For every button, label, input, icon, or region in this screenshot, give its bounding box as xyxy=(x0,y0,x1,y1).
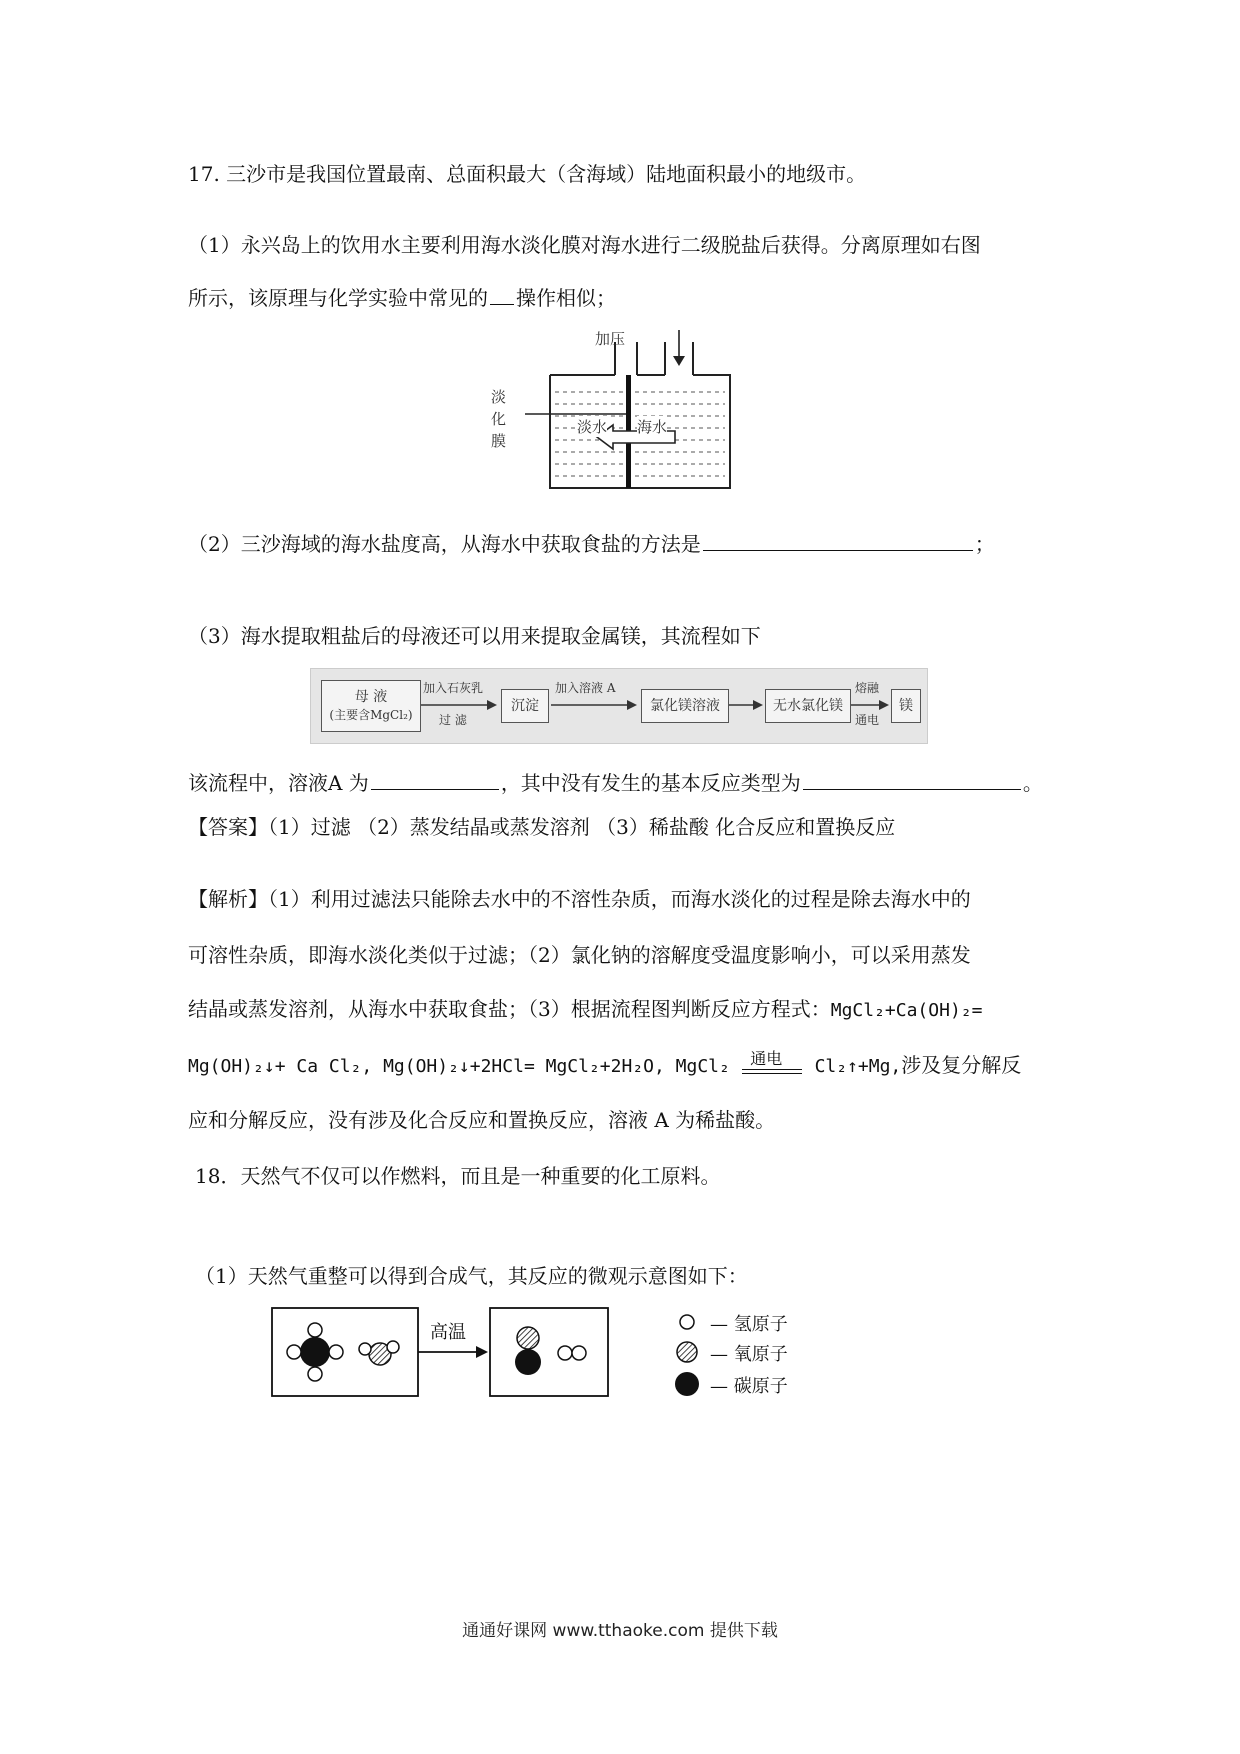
flow-mother-liquor-note: (主要含MgCl₂) xyxy=(329,708,413,722)
flow-arrow1 xyxy=(421,699,497,711)
desalination-diagram xyxy=(491,330,755,500)
flow-magnesium: 镁 xyxy=(891,689,921,723)
flow-arrow1-top: 加入石灰乳 xyxy=(423,681,484,695)
reaction-condition-label: 高温 xyxy=(430,1322,466,1343)
flow-arrow4-top: 熔融 xyxy=(855,681,880,695)
q17-analysis-line3 xyxy=(188,995,982,1025)
sea-water-label: 海水 xyxy=(637,418,668,436)
flow-precipitate: 沉淀 xyxy=(501,689,549,723)
fresh-water-label: 淡水 xyxy=(577,418,608,436)
q17-analysis-line3-text: 结晶或蒸发溶剂，从海水中获取食盐；（3）根据流程图判断反应方程式： xyxy=(188,997,831,1021)
q17-analysis-line1: 【解析】（1）利用过滤法只能除去水中的不溶性杂质，而海水淡化的过程是除去海水中的 xyxy=(188,887,971,911)
q17-part2 xyxy=(188,528,995,558)
q17-part3-text-b: ，其中没有发生的基本反应类型为 xyxy=(500,771,801,795)
legend-hydrogen: — 氢原子 xyxy=(710,1314,788,1335)
q17-electrolysis-condition xyxy=(742,1049,802,1081)
q17-stem: 17. 三沙市是我国位置最南、总面积最大（含海域）陆地面积最小的地级市。 xyxy=(188,162,867,186)
q17-equation-2: Mg(OH)₂↓+ Ca Cl₂, Mg(OH)₂↓+2HCl= MgCl₂+2H₂O, MgCl₂ xyxy=(188,1056,730,1077)
q17-equation-1: MgCl₂+Ca(OH)₂= xyxy=(830,1000,983,1021)
flow-arrow4 xyxy=(851,699,889,711)
micro-reaction-diagram xyxy=(270,1302,830,1402)
q17-part3-question xyxy=(188,767,1043,797)
q17-part2-text-a: （2）三沙海域的海水盐度高，从海水中获取食盐的方法是 xyxy=(188,532,701,556)
flow-arrow2-top: 加入溶液 A xyxy=(555,681,616,695)
q17-electrolysis-label: 通电 xyxy=(750,1049,783,1068)
q17-solution-a-blank[interactable] xyxy=(371,767,499,790)
membrane-label: 淡化膜 xyxy=(491,388,507,450)
q17-part1-text-b: 操作相似； xyxy=(516,286,616,310)
q17-part3-text-a: 该流程中，溶液A 为 xyxy=(188,771,369,795)
q17-part2-blank[interactable] xyxy=(703,528,973,551)
flow-anhydrous-mgcl2: 无水氯化镁 xyxy=(765,689,851,723)
flow-arrow4-bottom: 通电 xyxy=(855,713,880,727)
q18-part1: （1）天然气重整可以得到合成气，其反应的微观示意图如下： xyxy=(195,1264,748,1288)
page-footer: 通通好课网 www.tthaoke.com 提供下载 xyxy=(462,1621,778,1641)
q17-part1-text-a: 所示，该原理与化学实验中常见的 xyxy=(188,286,488,310)
q17-part1-line1: （1）永兴岛上的饮用水主要利用海水淡化膜对海水进行二级脱盐后获得。分离原理如右图 xyxy=(188,233,981,257)
q17-part3: （3）海水提取粗盐后的母液还可以用来提取金属镁，其流程如下 xyxy=(188,624,761,648)
flow-mother-liquor-label: 母 液 xyxy=(354,689,388,705)
q18-stem: 18．天然气不仅可以作燃料，而且是一种重要的化工原料。 xyxy=(195,1164,721,1188)
q17-part2-text-b: ； xyxy=(974,532,995,556)
legend-carbon: — 碳原子 xyxy=(710,1376,788,1397)
q17-answer: 【答案】（1）过滤 （2）蒸发结晶或蒸发溶剂 （3）稀盐酸 化合反应和置换反应 xyxy=(188,815,896,839)
q17-analysis-line5: 应和分解反应，没有涉及化合反应和置换反应，溶液 A 为稀盐酸。 xyxy=(188,1108,776,1132)
flow-arrow2 xyxy=(551,699,637,711)
flow-mgcl2-solution: 氯化镁溶液 xyxy=(641,689,729,723)
q17-equation-3: Cl₂↑+Mg, xyxy=(814,1056,902,1077)
q17-part3-text-c: 。 xyxy=(1022,771,1043,795)
legend-oxygen: — 氧原子 xyxy=(710,1344,788,1365)
desalination-svg xyxy=(525,330,755,500)
magnesium-flow-chart xyxy=(310,668,928,744)
q17-analysis-line4-tail: 涉及复分解反 xyxy=(901,1053,1022,1077)
flow-arrow1-bottom: 过 滤 xyxy=(439,713,467,727)
q17-analysis-line2: 可溶性杂质，即海水淡化类似于过滤；（2）氯化钠的溶解度受温度影响小，可以采用蒸发 xyxy=(188,943,971,967)
q17-electrolysis-line-2 xyxy=(742,1073,802,1074)
q17-part1-line2 xyxy=(188,282,616,312)
flow-mother-liquor xyxy=(321,680,421,732)
q17-reaction-type-blank[interactable] xyxy=(803,767,1021,790)
q17-electrolysis-line xyxy=(742,1069,802,1070)
pressure-label: 加压 xyxy=(595,330,626,348)
q17-analysis-line4 xyxy=(188,1051,1021,1081)
q17-part1-blank[interactable] xyxy=(490,282,514,305)
flow-arrow3 xyxy=(729,699,763,711)
